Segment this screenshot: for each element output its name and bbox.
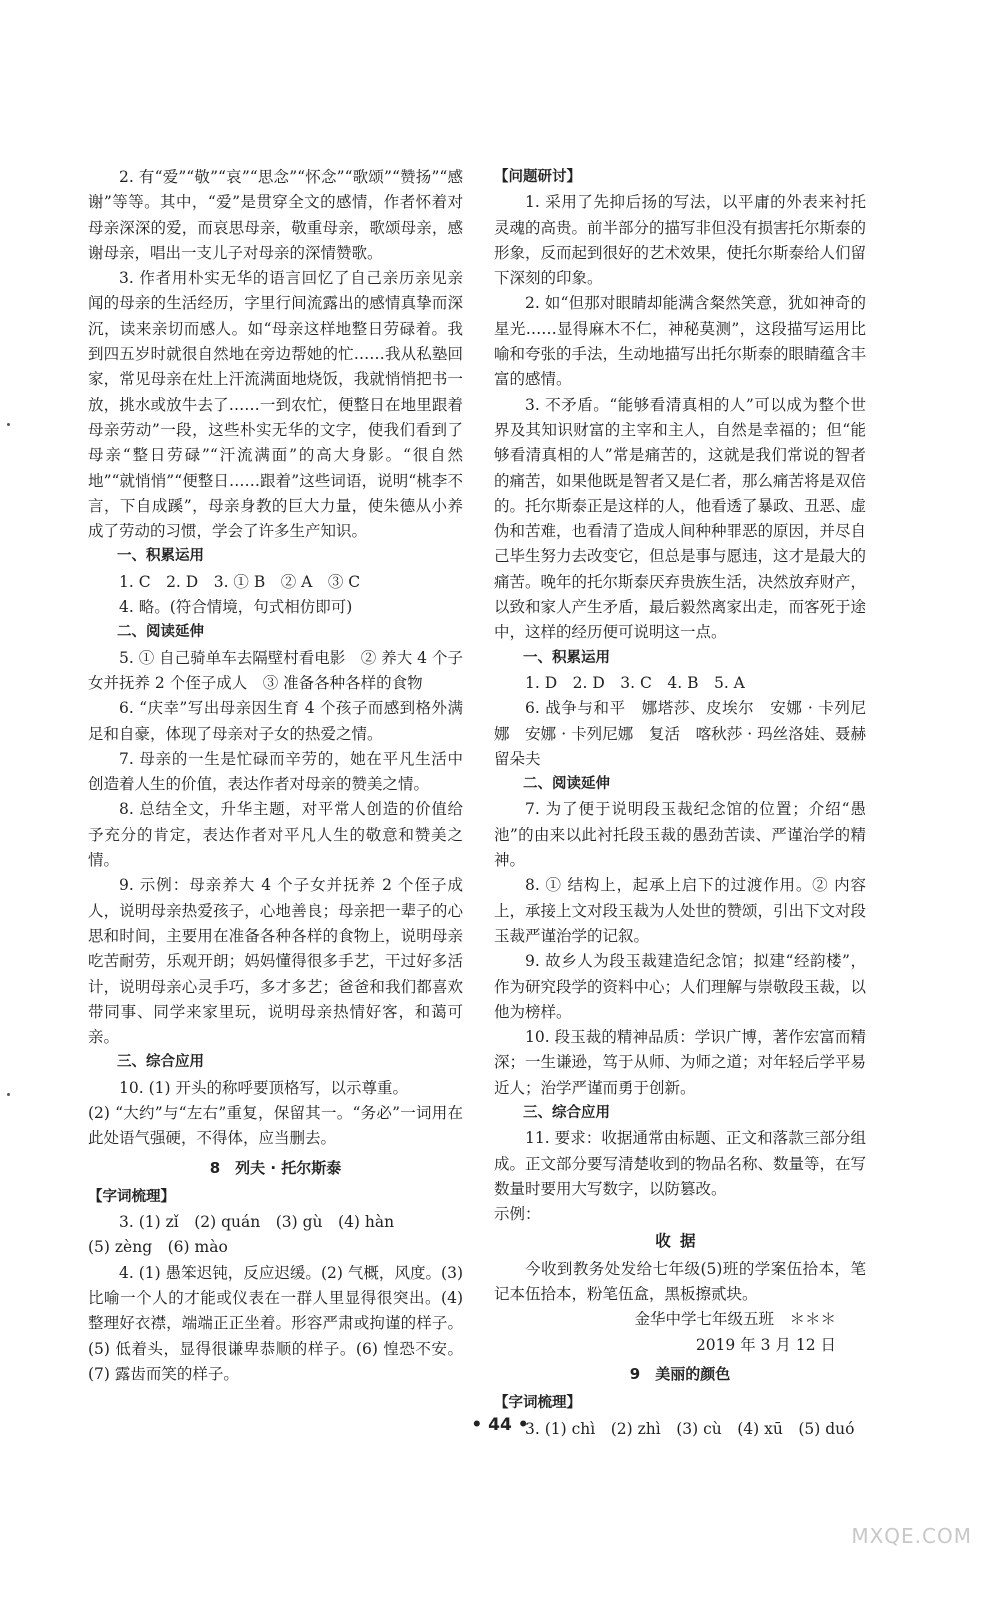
paragraph: (2) “大约”与“左右”重复，保留其一。“务必”一词用在此处语气强硬，不得体，应当删去。 xyxy=(88,1103,463,1148)
paragraph: 7. 母亲的一生是忙碌而辛劳的，她在平凡生活中创造着人生的价值，表达作者对母亲的赞美之情。 xyxy=(88,749,463,794)
paragraph: 今收到教务处发给七年级(5)班的学案伍拾本，笔记本伍拾本，粉笔伍盒，黑板擦贰块。 xyxy=(494,1259,866,1304)
section-heading: 一、积累运用 xyxy=(523,649,610,666)
paragraph: 5. ① 自己骑单车去隔壁村看电影 ② 养大 4 个子女并抚养 2 个侄子成人 ③ 准备各种各样的食物 xyxy=(88,648,463,692)
paragraph: 11. 要求：收据通常由标题、正文和落款三部分组成。正文部分要写清楚收到的物品名称、数量等，在写数量时要用大写数字，以防篡改。 xyxy=(494,1129,867,1198)
binding-dot xyxy=(7,1093,10,1096)
receipt-title: 收据 xyxy=(655,1232,705,1251)
signature-line: 2019 年 3 月 12 日 xyxy=(695,1335,836,1354)
section-heading: 三、综合应用 xyxy=(117,1054,204,1071)
paragraph: 4. (1) 愚笨迟钝，反应迟缓。(2) 气概，风度。(3) 比喻一个人的才能或仪表在一群人里显得很突出。(4) 整理好衣襟，端端正正坐着。形容严肃或拘谨的样子。(5) 低着头，显得很谦卑恭顺的样子。(6) 惶恐不安。(7) 露齿而笑的样子。 xyxy=(88,1263,463,1383)
paragraph: 1. D 2. D 3. C 4. B 5. A xyxy=(525,673,745,692)
chapter-title: 8 列夫 · 托尔斯泰 xyxy=(209,1158,342,1177)
paragraph: 1. 采用了先抑后扬的写法，以平庸的外表来衬托灵魂的高贵。前半部分的描写非但没有损害托尔斯泰的形象，反而起到很好的艺术效果，使托尔斯泰给人们留下深刻的印象。 xyxy=(494,193,867,288)
paragraph: 10. (1) 开头的称呼要顶格写，以示尊重。 xyxy=(119,1078,408,1097)
paragraph: 8. ① 结构上，起承上启下的过渡作用。② 内容上，承接上文对段玉裁为人处世的赞颂，引出下文对段玉裁严谨治学的记叙。 xyxy=(494,876,867,945)
paragraph: 6. “庆幸”写出母亲因生育 4 个孩子而感到格外满足和自豪，体现了母亲对子女的热爱之情。 xyxy=(88,699,463,743)
paragraph: 4. 略。(符合情境，句式相仿即可) xyxy=(119,598,353,617)
section-heading: 一、积累运用 xyxy=(117,548,204,565)
paragraph: 9. 故乡人为段玉裁建造纪念馆；拟建“经韵楼”，作为研究段学的资料中心；人们理解与崇敬段玉裁，以他为榜样。 xyxy=(494,952,867,1021)
left-column xyxy=(88,165,463,1387)
paragraph: 2. 有“爱”“敬”“哀”“思念”“怀念”“歌颂”“赞扬”“感谢”等等。其中，“爱”是贯穿全文的感情，作者怀着对母亲深深的爱，而哀思母亲，敬重母亲，歌颂母亲，感谢母亲，唱出一支儿子对母亲的深情赞歌。 xyxy=(88,168,463,262)
page-number: • 44 • xyxy=(471,1415,529,1435)
paragraph: 2. 如“但那对眼睛却能满含粲然笑意，犹如神奇的星光……显得麻木不仁，神秘莫测”，这段描写运用比喻和夸张的手法，生动地描写出托尔斯泰的眼睛蕴含丰富的感情。 xyxy=(494,294,867,389)
paragraph: 10. 段玉裁的精神品质：学识广博，著作宏富而精深；一生谦逊，笃于从师、为师之道；对年轻后学平易近人；治学严谨而勇于创新。 xyxy=(494,1028,867,1097)
bracket-heading: 【问题研讨】 xyxy=(494,169,581,185)
paragraph: 1. C 2. D 3. ① B ② A ③ C xyxy=(119,572,361,591)
right-column xyxy=(494,165,866,1442)
paragraph: 8. 总结全文，升华主题，对平常人创造的价值给予充分的肯定，表达作者对平凡人生的敬意和赞美之情。 xyxy=(88,800,463,870)
chapter-title: 9 美丽的颜色 xyxy=(629,1364,731,1383)
paragraph: 3. (1) zǐ (2) quán (3) gù (4) hàn xyxy=(119,1213,395,1232)
binding-dot xyxy=(7,423,10,426)
section-heading: 二、阅读延伸 xyxy=(117,624,204,641)
section-heading: 三、综合应用 xyxy=(523,1104,610,1121)
signature-line: 金华中学七年级五班 ＊＊＊ xyxy=(634,1310,836,1329)
watermark-logo: MXQE.COM xyxy=(851,1524,972,1548)
bracket-heading: 【字词梳理】 xyxy=(88,1188,175,1205)
paragraph: 3. 作者用朴实无华的语言回忆了自己亲历亲见亲闻的母亲的生活经历，字里行间流露出的感情真挚而深沉，读来亲切而感人。如“母亲这样地整日劳碌着。我到四五岁时就很自然地在旁边帮她的忙……我从私塾回家，常见母亲在灶上汗流满面地烧饭，我就悄悄把书一放，挑水或放牛去了……一到农忙，便整日在地里跟着母亲劳动”一段，这些朴实无华的文字，使我们看到了母亲“整日劳碌”“汗流满面”的高大身影。“很自然地”“就悄悄”“便整日……跟着”这些词语，说明“桃李不言，下自成蹊”，母亲身教的巨大力量，使朱德从小养成了劳动的习惯，学会了许多生产知识。 xyxy=(88,269,463,541)
paragraph: 7. 为了便于说明段玉裁纪念馆的位置；介绍“愚池”的由来以此衬托段玉裁的愚劲苦读、严谨治学的精神。 xyxy=(494,800,866,870)
section-heading: 二、阅读延伸 xyxy=(523,776,610,793)
paragraph: (5) zèng (6) mào xyxy=(88,1238,228,1257)
paragraph: 3. 不矛盾。“能够看清真相的人”可以成为整个世界及其知识财富的主宰和主人，自然是幸福的；但“能够看清真相的人”常是痛苦的，这就是我们常说的智者的痛苦，如果他既是智者又是仁者，那么痛苦将是双倍的。托尔斯泰正是这样的人，他看透了暴政、丑恶、虚伪和苦难，也看清了造成人间种种罪恶的原因，并尽自己毕生努力去改变它，但总是事与愿违，这才是最大的痛苦。晚年的托尔斯泰厌弃贵族生活，决然放弃财产，以致和家人产生矛盾，最后毅然离家出走，而客死于途中，这样的经历便可说明这一点。 xyxy=(494,395,867,642)
paragraph: 6. 战争与和平 娜塔莎、皮埃尔 安娜 · 卡列尼娜 安娜 · 卡列尼娜 复活 喀秋莎 · 玛丝洛娃、聂赫留朵夫 xyxy=(494,699,866,768)
paragraph: 示例： xyxy=(494,1205,541,1224)
paragraph: 9. 示例：母亲养大 4 个子女并抚养 2 个侄子成人，说明母亲热爱孩子，心地善良；母亲把一辈子的心思和时间，主要用在准备各种各样的食物上，说明母亲吃苦耐劳，乐观开朗；妈妈懂得很多手艺，干过好多活计，说明母亲心灵手巧，多才多艺；爸爸和我们都喜欢带同事、同学来家里玩，说明母亲热情好客，和蔼可亲。 xyxy=(88,876,463,1047)
paragraph: 3. (1) chì (2) zhì (3) cù (4) xū (5) duó xyxy=(525,1419,855,1438)
bracket-heading: 【字词梳理】 xyxy=(494,1395,581,1412)
